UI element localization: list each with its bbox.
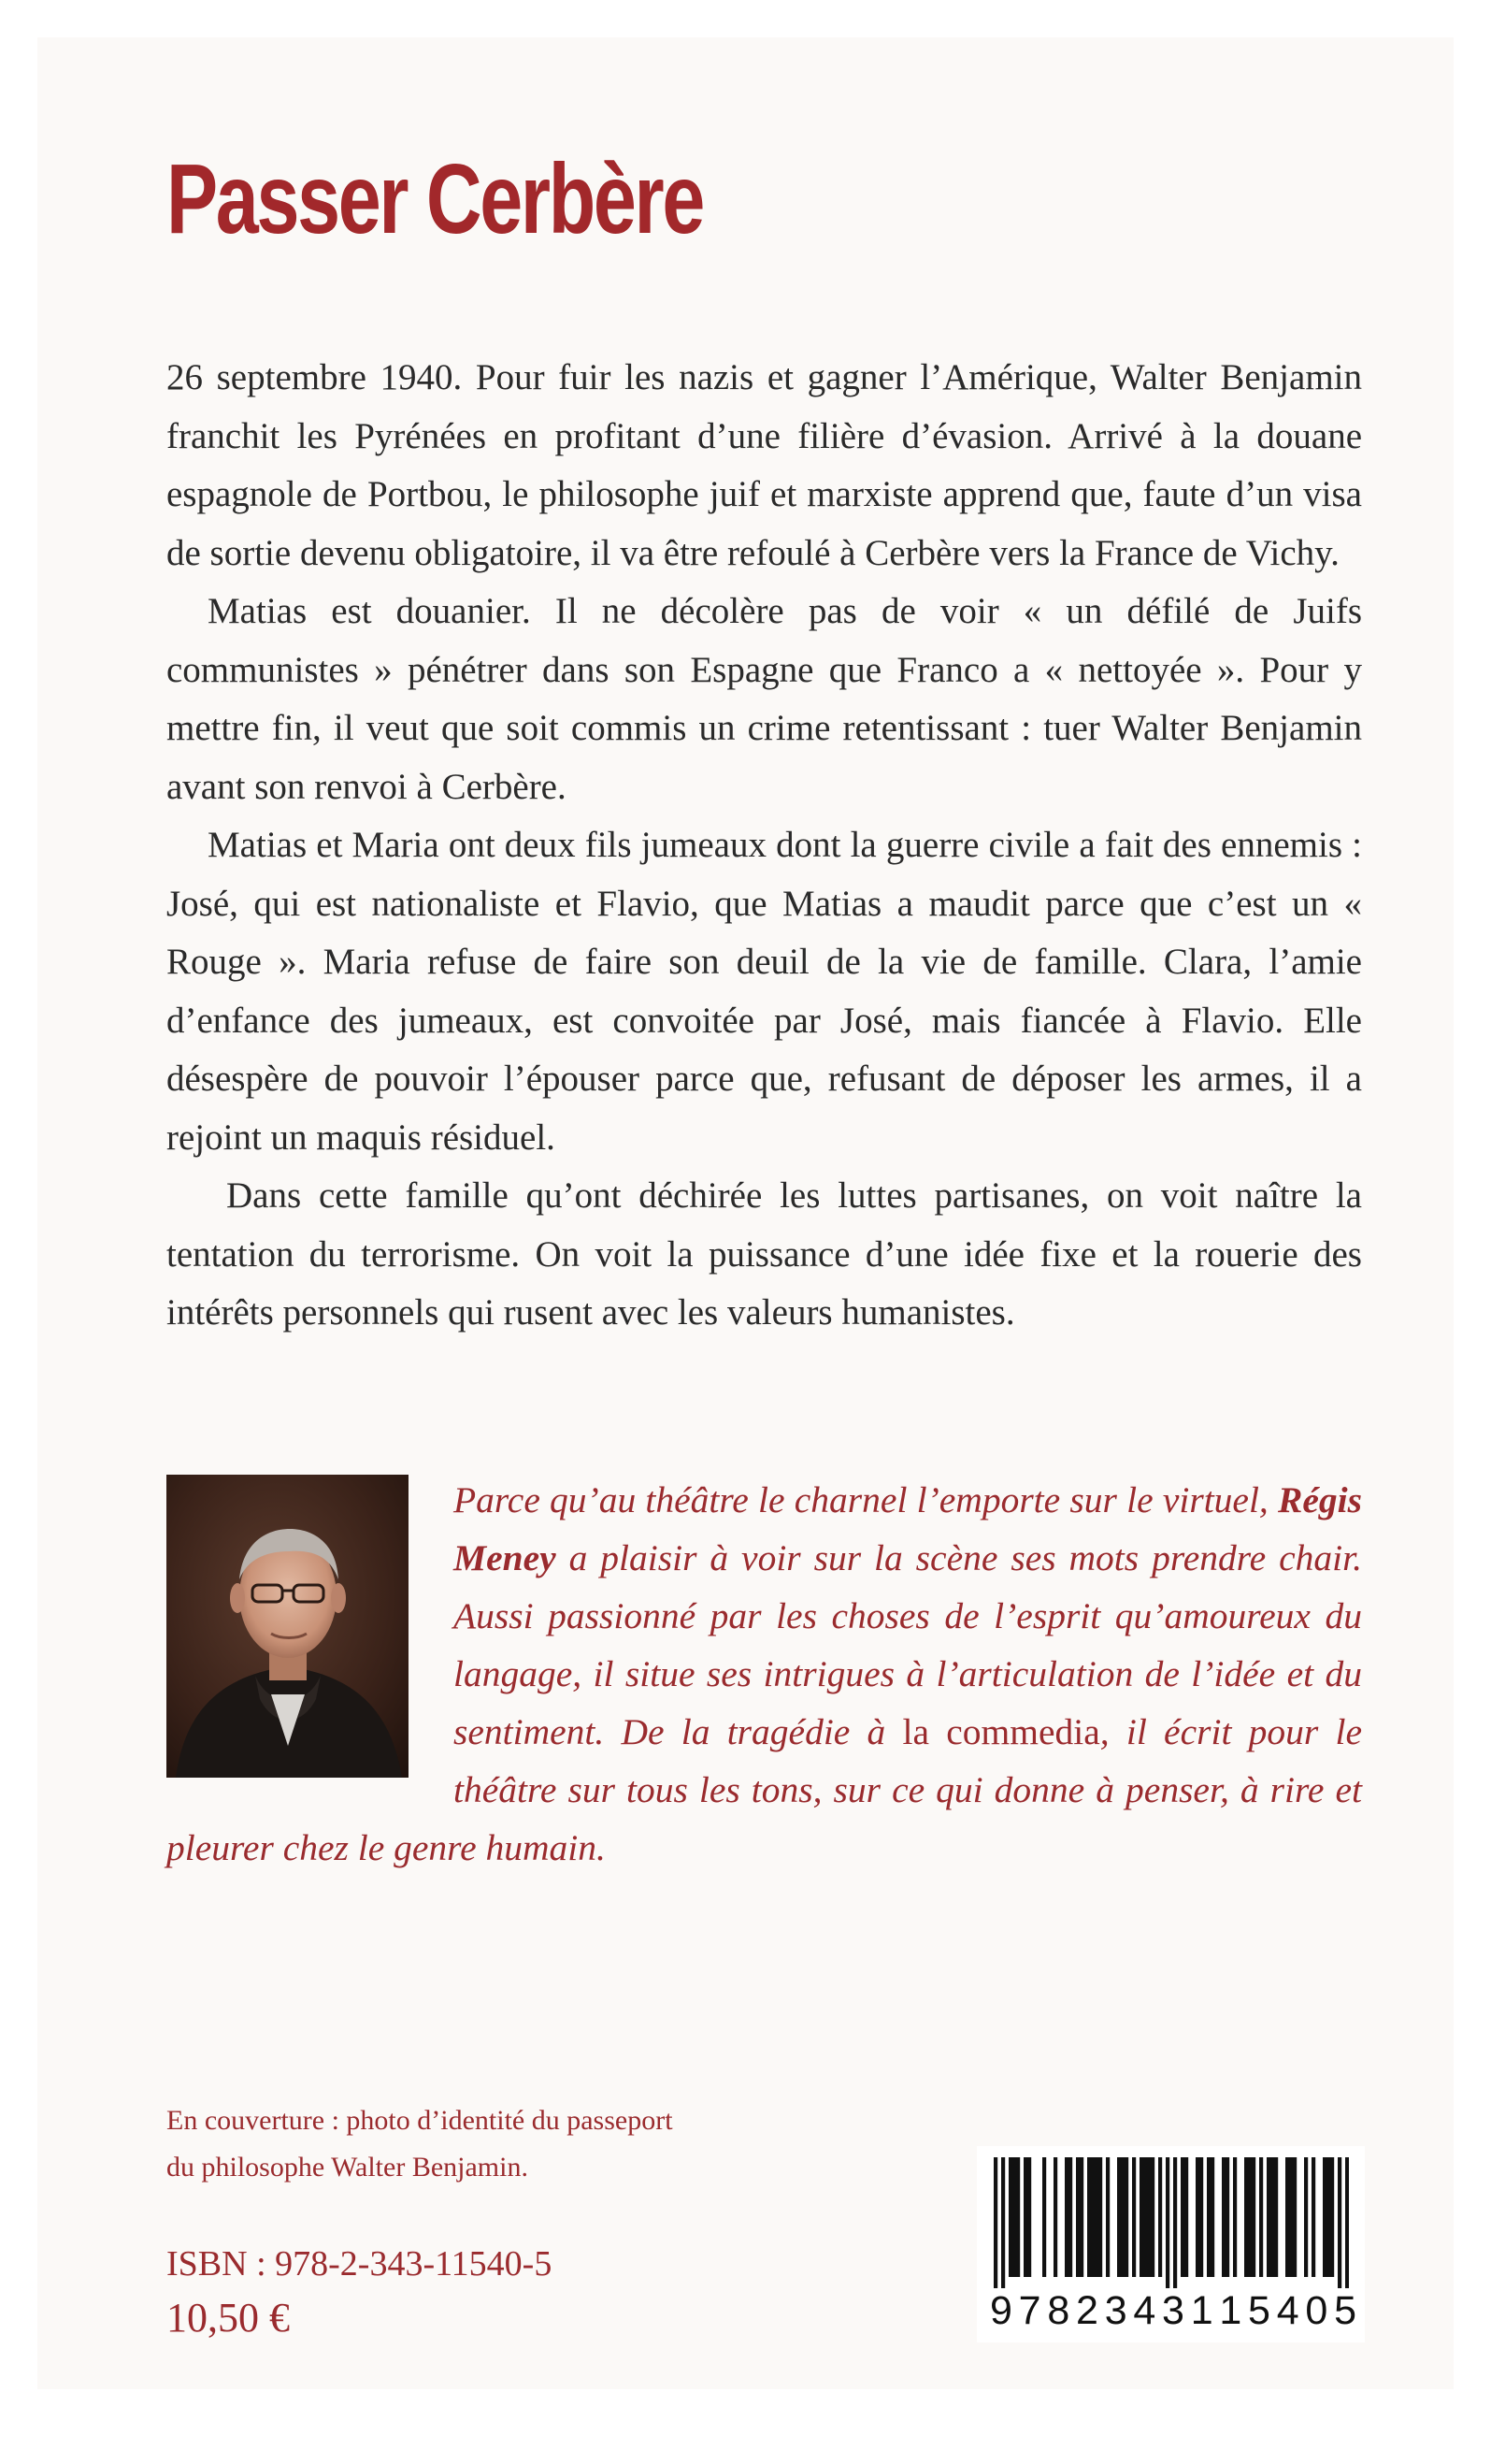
barcode-bar <box>1054 2157 1057 2277</box>
bio-author-name: Régis Meney <box>453 1479 1362 1578</box>
barcode-bar <box>1312 2157 1315 2277</box>
barcode-bar <box>1009 2157 1012 2277</box>
barcode-bar <box>994 2157 997 2288</box>
barcode-bar <box>1158 2157 1162 2277</box>
synopsis-paragraph-4: Dans cette famille qu’ont déchirée les luttes partisanes, on voit naître la tentation du terrorisme. On voit la puissance d’une idée fixe et la rouerie des intérêts personnels qui rusent avec les valeurs humanistes. <box>166 1175 1362 1333</box>
barcode-digit: 4 <box>1133 2288 1156 2333</box>
barcode-digit: 3 <box>1104 2288 1127 2333</box>
barcode-bar <box>1326 2157 1330 2277</box>
barcode-bar <box>1076 2157 1080 2277</box>
barcode-bar <box>1196 2157 1199 2277</box>
barcode-bar <box>1151 2157 1154 2277</box>
price: 10,50 € <box>166 2295 290 2341</box>
barcode-bar <box>1199 2157 1203 2277</box>
barcode-digit: 1 <box>1190 2288 1213 2333</box>
barcode-bar <box>1121 2157 1125 2277</box>
barcode-bar <box>1024 2157 1027 2277</box>
barcode-bar <box>1270 2157 1274 2277</box>
barcode-digit: 7 <box>1018 2288 1041 2333</box>
barcode-bar <box>1222 2157 1226 2277</box>
barcode-bar <box>1252 2157 1255 2277</box>
barcode-bar <box>1233 2157 1237 2277</box>
barcode-bar <box>1068 2157 1072 2277</box>
book-title: Passer Cerbère <box>166 144 703 254</box>
barcode-bar <box>1184 2157 1188 2277</box>
barcode-bar <box>1285 2157 1289 2277</box>
barcode-bars <box>994 2157 1349 2288</box>
barcode-bar <box>1143 2157 1147 2277</box>
barcode-bar <box>1274 2157 1278 2277</box>
cover-credit-line-1: En couverture : photo d’identité du passeport <box>166 2105 673 2136</box>
bio-end: , il écrit pour le théâtre sur tous les tons, sur ce qui donne à penser, à rire et pleurer chez le genre humain. <box>166 1711 1362 1868</box>
barcode-digit: 2 <box>1076 2288 1098 2333</box>
bio-middle: a plaisir à voir sur la scène ses mots prendre chair. Aussi passionné par les choses de l’esprit qu’amoureux du langage, il situe ses intrigues à l’articulation de l’idée et du sentiment. De la tragédie à <box>453 1537 1362 1752</box>
barcode-bar <box>1012 2157 1016 2277</box>
barcode-bar <box>1117 2157 1121 2277</box>
barcode-bar <box>1323 2157 1326 2277</box>
barcode-bar <box>1001 2157 1005 2288</box>
barcode-bar <box>1042 2157 1046 2277</box>
barcode-bar <box>1166 2157 1169 2288</box>
barcode-bar <box>1304 2157 1308 2277</box>
barcode-bar <box>1267 2157 1270 2277</box>
photo-spacer <box>166 1471 409 1774</box>
barcode-digit: 8 <box>1047 2288 1070 2333</box>
barcode-digits <box>990 2288 1356 2333</box>
barcode-bar <box>1147 2157 1151 2277</box>
barcode-bar <box>1016 2157 1020 2277</box>
barcode-bar <box>1106 2157 1110 2277</box>
barcode-bar <box>1289 2157 1293 2277</box>
barcode-bar <box>1293 2157 1297 2277</box>
barcode-bar <box>1065 2157 1068 2277</box>
barcode-bar <box>1173 2157 1177 2288</box>
barcode-bar <box>1345 2157 1349 2288</box>
synopsis-paragraph-3: Matias et Maria ont deux fils jumeaux dont la guerre civile a fait des ennemis : José, qui est nationaliste et Flavio, que Matias a maudit parce que c’est un « Rouge ». Maria refuse de faire son deuil de la vie de famille. Clara, l’amie d’enfance des jumeaux, est convoitée par José, mais fiancée à Flavio. Elle désespère de pouvoir l’épouser parce que, refusant de déposer les armes, il a rejoint un maquis résiduel. <box>166 825 1362 1158</box>
barcode-digit: 5 <box>1334 2288 1356 2333</box>
isbn: ISBN : 978-2-343-11540-5 <box>166 2244 552 2284</box>
author-bio <box>166 1471 1362 1877</box>
barcode-bar <box>1211 2157 1214 2277</box>
barcode-digit: 9 <box>990 2288 1012 2333</box>
barcode-bar <box>1080 2157 1083 2277</box>
barcode-bar <box>1027 2157 1031 2277</box>
barcode-bar <box>1091 2157 1095 2277</box>
barcode-bar <box>1125 2157 1128 2277</box>
barcode-bar <box>1098 2157 1102 2277</box>
barcode-bar <box>1259 2157 1263 2277</box>
barcode-bar <box>1338 2157 1341 2288</box>
synopsis <box>166 349 1362 1343</box>
barcode-bar <box>1132 2157 1136 2277</box>
barcode-bar <box>1087 2157 1091 2277</box>
barcode-digit: 0 <box>1305 2288 1328 2333</box>
barcode-bar <box>1181 2157 1184 2277</box>
barcode-bar <box>1095 2157 1098 2277</box>
synopsis-paragraph-2: Matias est douanier. Il ne décolère pas de voir « un défilé de Juifs communistes » pénétrer dans son Espagne que Franco a « nettoyée ». Pour y mettre fin, il veut que soit commis un crime retentissant : tuer Walter Benjamin avant son renvoi à Cerbère. <box>166 591 1362 807</box>
barcode-bar <box>1226 2157 1229 2277</box>
barcode-digit: 1 <box>1219 2288 1242 2333</box>
barcode-digit: 4 <box>1276 2288 1299 2333</box>
barcode-bar <box>1244 2157 1248 2277</box>
barcode <box>977 2146 1365 2342</box>
barcode-digit: 5 <box>1248 2288 1270 2333</box>
bio-upright: la commedia <box>902 1711 1100 1752</box>
back-cover <box>37 37 1454 2389</box>
bio-intro: Parce qu’au théâtre le charnel l’emporte sur le virtuel, <box>453 1479 1279 1520</box>
barcode-bar <box>1330 2157 1334 2277</box>
synopsis-paragraph-1: 26 septembre 1940. Pour fuir les nazis et gagner l’Amérique, Walter Benjamin franchit les Pyrénées en profitant d’une filière d’évasion. Arrivé à la douane espagnole de Portbou, le philosophe juif et marxiste apprend que, faute d’un visa de sortie devenu obligatoire, il va être refoulé à Cerbère vers la France de Vichy. <box>166 357 1362 573</box>
barcode-bar <box>1207 2157 1211 2277</box>
barcode-digit: 3 <box>1162 2288 1184 2333</box>
barcode-bar <box>1140 2157 1143 2277</box>
cover-credit-line-2: du philosophe Walter Benjamin. <box>166 2152 528 2183</box>
cover-credit <box>166 2097 673 2191</box>
barcode-bar <box>1248 2157 1252 2277</box>
